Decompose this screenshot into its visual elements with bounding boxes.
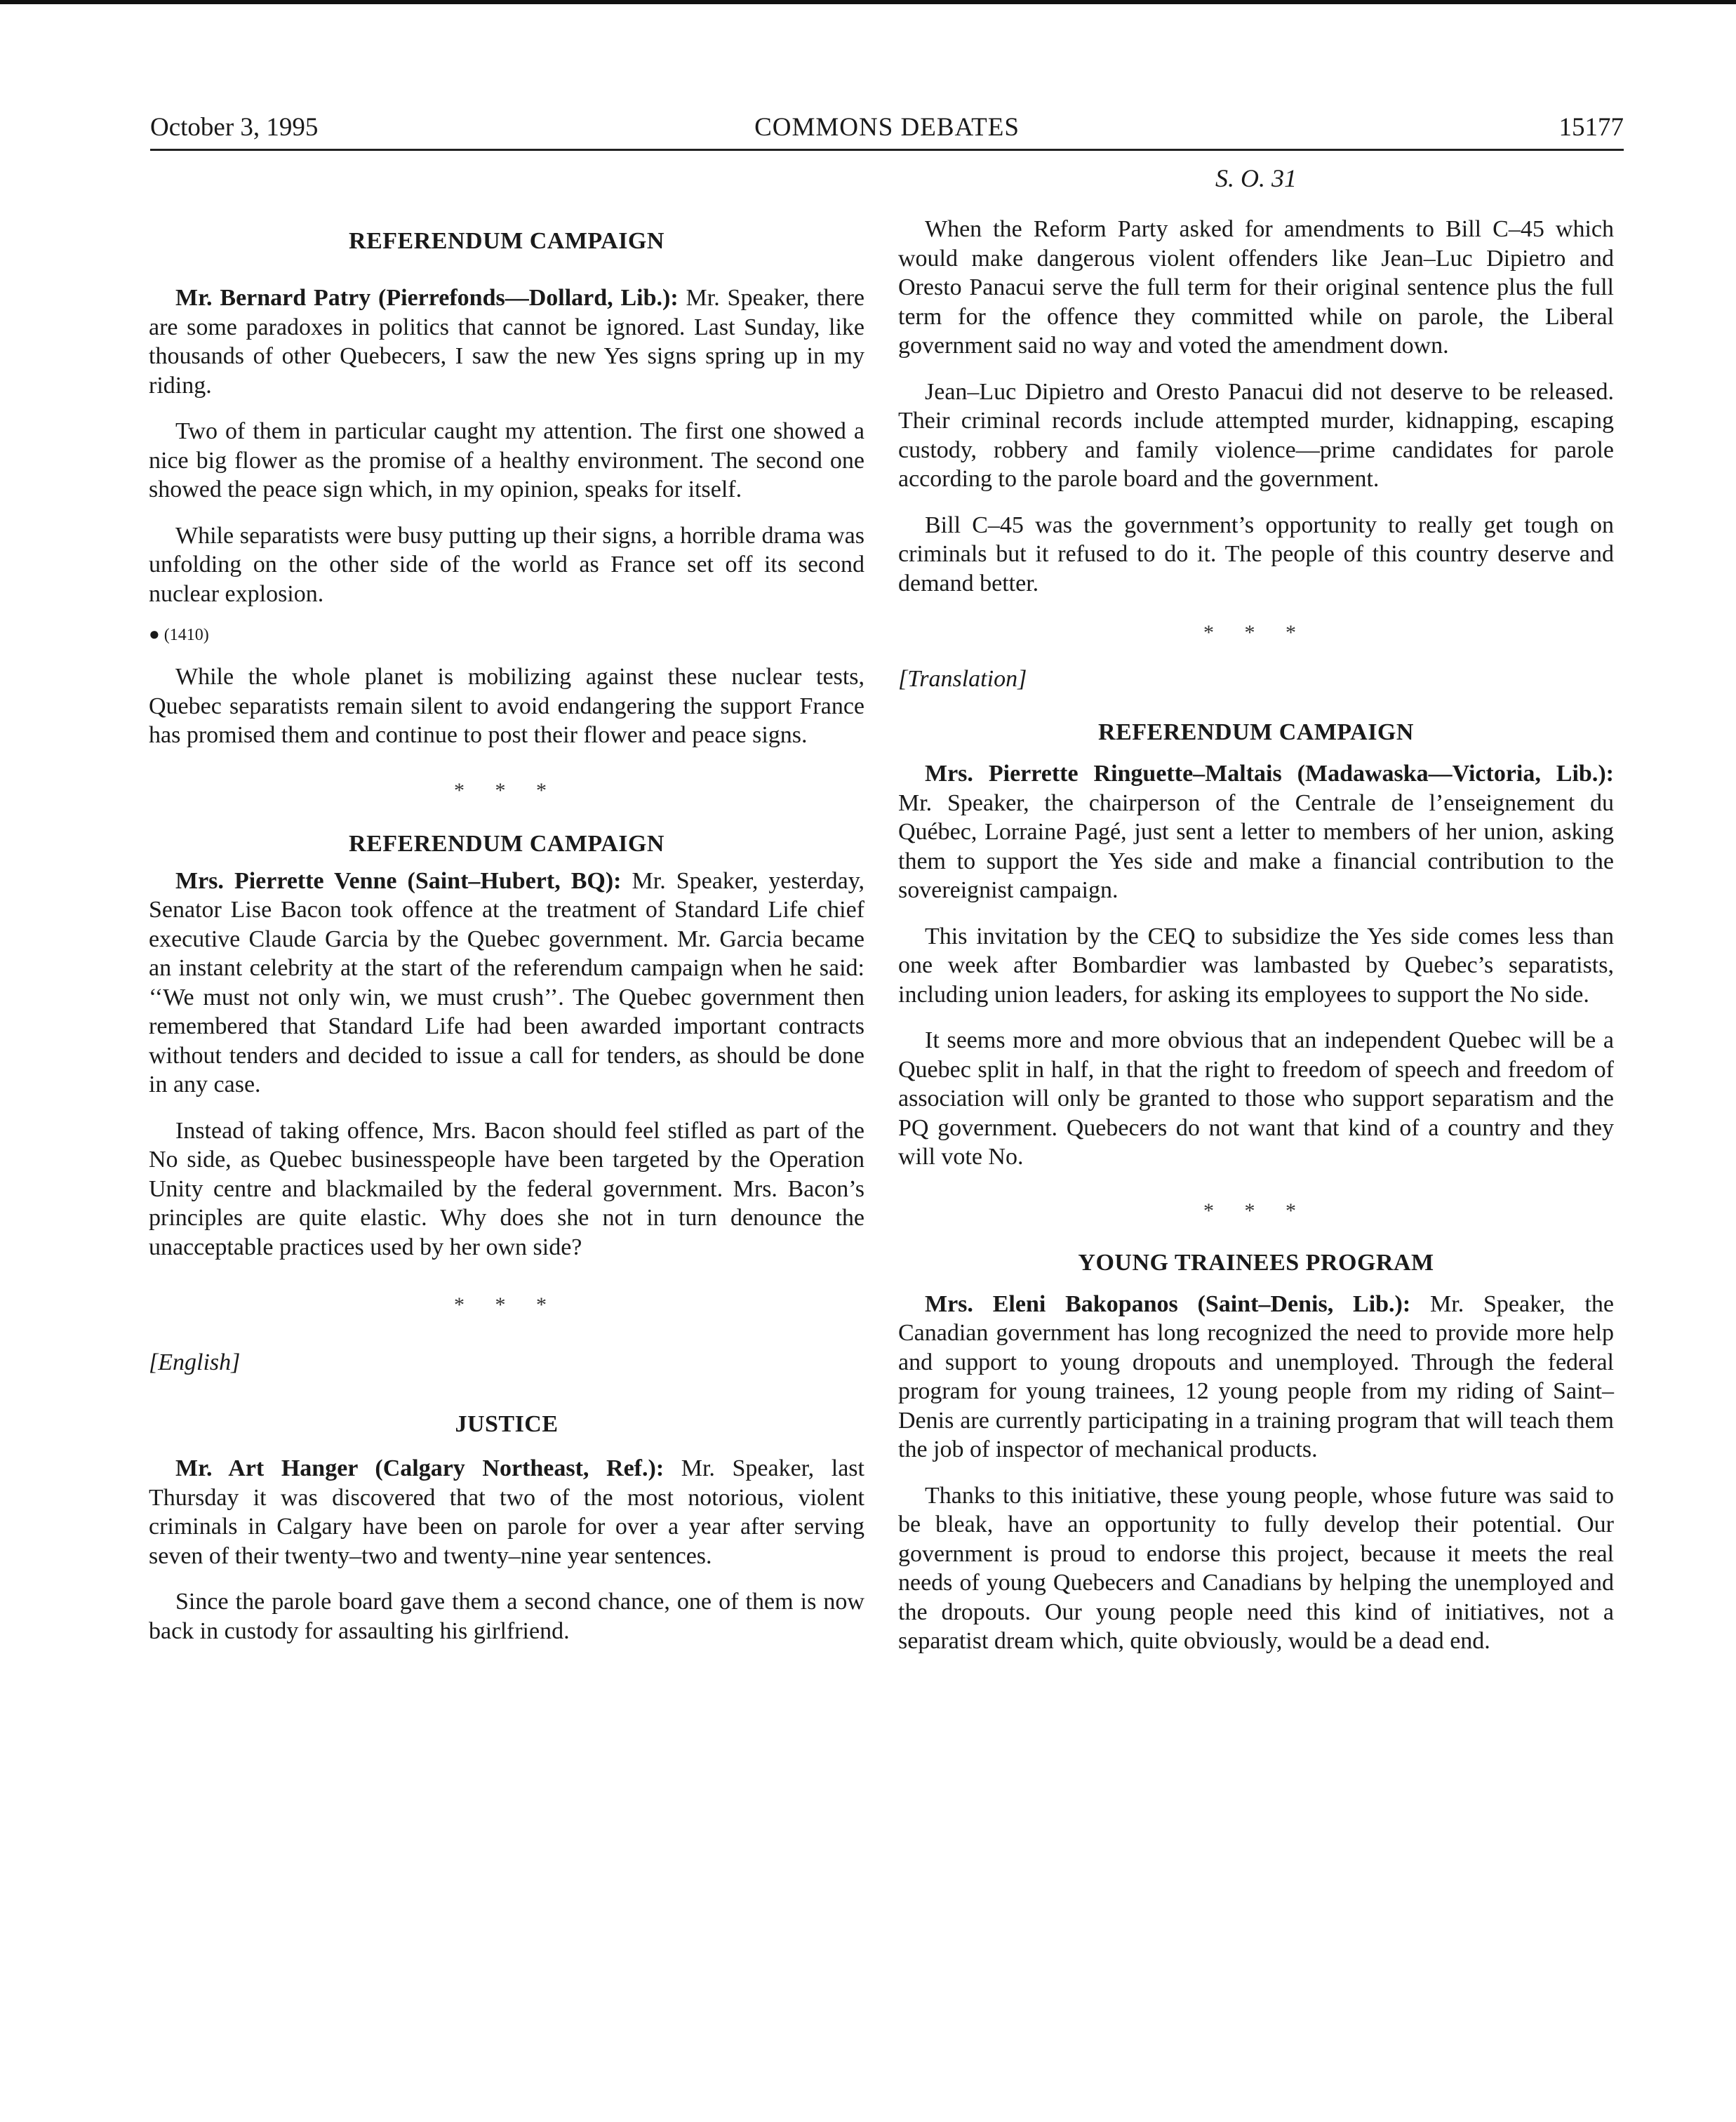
bullet-icon: ● (149, 624, 160, 644)
running-header (150, 107, 1624, 149)
statement-text: Mr. Speaker, the Canadian government has long recognized the need to provide more help and support to young dropouts and unemployed. Through the federal program for young trainees, 12 young people from my riding of Saint–Denis are currently participating in a training program that will teach them the job of inspector of mechanical products. (898, 1290, 1614, 1462)
section-heading-justice: JUSTICE (455, 1411, 559, 1437)
header-page-number: 15177 (1558, 113, 1624, 142)
time-marker-text: (1410) (163, 626, 209, 644)
statement-hanger-p4: Jean–Luc Dipietro and Oresto Panacui did not deserve to be released. Their criminal records include attempted murder, kidnapping, escaping custody, robbery and family violence—prime candidates for parole according to the parole board and the government. (898, 378, 1614, 492)
statement-ringuette-p1 (898, 759, 1614, 905)
section-separator: * * * (454, 1293, 559, 1316)
top-border-rule (0, 0, 1736, 4)
statement-ringuette-p2: This invitation by the CEQ to subsidize the Yes side comes less than one week after Bombardier was lambasted by Quebec’s separatists, including union leaders, for asking its employees to support the No side. (898, 923, 1614, 1008)
section-separator: * * * (1203, 621, 1309, 644)
statement-patry-p1 (149, 283, 864, 400)
section-heading-referendum-1: REFERENDUM CAMPAIGN (349, 228, 665, 254)
statement-text: Mr. Speaker, the chairperson of the Centrale de l’enseignement du Québec, Lorraine Pagé, just sent a letter to members of her union, asking them to support the Yes side and make a financial contribution to the sovereignist campaign. (898, 789, 1614, 903)
statement-patry-p4: While the whole planet is mobilizing against these nuclear tests, Quebec separatists remain silent to avoid endangering the support France has promised them and continue to post their flower and peace signs. (149, 664, 864, 748)
section-heading-referendum-2: REFERENDUM CAMPAIGN (349, 830, 665, 857)
speaker-venne: Mrs. Pierrette Venne (Saint–Hubert, BQ): (175, 867, 622, 894)
statement-venne-p2: Instead of taking offence, Mrs. Bacon should feel stifled as part of the No side, as Quebec businesspeople have been targeted by the Operation Unity centre and blackmailed by the federal government. Mrs. Bacon’s principles are quite elastic. Why does she not in turn denounce the unacceptable practices used by her own side? (149, 1117, 864, 1260)
language-note-text: Translation (907, 666, 1018, 692)
statement-bakopanos-p2: Thanks to this initiative, these young people, whose future was said to be bleak, have an opportunity to fully develop their potential. Our government is proud to endorse this project, because it meets the real needs of young Quebecers and Canadians by helping the unemployed and the dropouts. Our young people need this kind of initiatives, not a separatist dream which, quite obviously, would be a dead end. (898, 1482, 1614, 1654)
time-marker (149, 624, 864, 646)
statement-hanger-p2: Since the parole board gave them a second chance, one of them is now back in custody for assaulting his girlfriend. (149, 1589, 864, 1644)
statement-ringuette-p3: It seems more and more obvious that an independent Quebec will be a Quebec split in half, in that the right to freedom of speech and freedom of association will only be granted to those who support separatism and the PQ government. Quebecers do not want that kind of a country and they will vote No. (898, 1027, 1614, 1170)
language-note-translation: [Translation] (898, 666, 1027, 692)
standing-order-label: S. O. 31 (1215, 164, 1297, 192)
statement-hanger-p1 (149, 1454, 864, 1570)
speaker-bakopanos: Mrs. Eleni Bakopanos (Saint–Denis, Lib.): (925, 1290, 1411, 1317)
speaker-ringuette-maltais: Mrs. Pierrette Ringuette–Maltais (Madawaska—Victoria, Lib.): (925, 761, 1614, 787)
section-separator: * * * (1203, 1199, 1309, 1222)
language-note-text: English (158, 1349, 232, 1375)
statement-venne-p1 (149, 867, 864, 1100)
language-note-english: [English] (149, 1349, 241, 1375)
header-rule (150, 149, 1624, 151)
header-title: COMMONS DEBATES (754, 113, 1020, 142)
statement-text: Mr. Speaker, there are some paradoxes in politics that cannot be ignored. Last Sunday, like thousands of other Quebecers, I saw the new Yes signs spring up in my riding. (149, 285, 864, 399)
statement-text: Mr. Speaker, last Thursday it was discovered that two of the most notorious, violent criminals in Calgary have been on parole for over a year after serving seven of their twenty–two and twenty–nine year sentences. (149, 1455, 864, 1569)
left-column (149, 163, 864, 1646)
statement-bakopanos-p1 (898, 1290, 1614, 1464)
statement-hanger-p5: Bill C–45 was the government’s opportunity to really get tough on criminals but it refused to do it. The people of this country deserve and demand better. (898, 512, 1614, 596)
right-column (898, 163, 1614, 1656)
header-date: October 3, 1995 (150, 113, 319, 142)
statement-patry-p3: While separatists were busy putting up their signs, a horrible drama was unfolding on the other side of the world as France set off its second nuclear explosion. (149, 522, 864, 607)
statement-patry-p2: Two of them in particular caught my attention. The first one showed a nice big flower as the promise of a healthy environment. The second one showed the peace sign which, in my opinion, speaks for itself. (149, 418, 864, 502)
statement-hanger-p3: When the Reform Party asked for amendments to Bill C–45 which would make dangerous violent offenders like Jean–Luc Dipietro and Oresto Panacui serve the full term for their original sentence plus the full term for the offence they committed while on parole, the Liberal government said no way and voted the amendment down. (898, 216, 1614, 359)
section-heading-referendum-3: REFERENDUM CAMPAIGN (1098, 719, 1414, 745)
statement-text: Mr. Speaker, yesterday, Senator Lise Bacon took offence at the treatment of Standard Life chief executive Claude Garcia by the Quebec government. Mr. Garcia became an instant celebrity at the start of the referendum campaign when he said: ‘‘We must not only win, we must crush’’. The Quebec government then remembered that Standard Life had been awarded important contracts without tenders and decided to issue a call for tenders, as should be done in any case. (149, 867, 864, 1097)
section-separator: * * * (454, 778, 559, 802)
speaker-patry: Mr. Bernard Patry (Pierrefonds—Dollard, Lib.): (175, 285, 679, 311)
section-heading-young-trainees: YOUNG TRAINEES PROGRAM (1078, 1249, 1434, 1276)
speaker-hanger: Mr. Art Hanger (Calgary Northeast, Ref.): (175, 1455, 665, 1481)
